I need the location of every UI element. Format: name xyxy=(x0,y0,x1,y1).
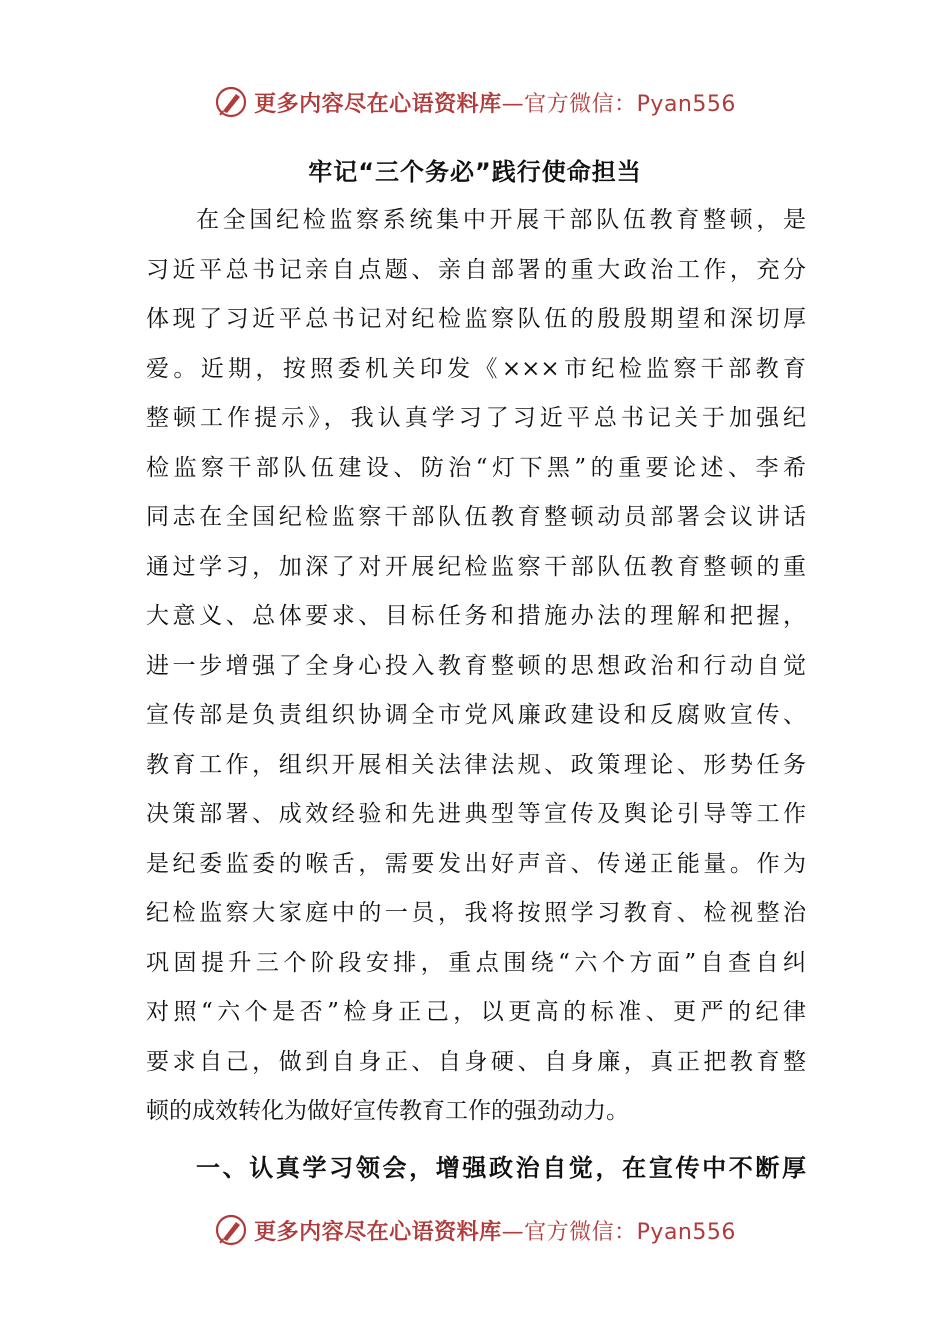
paragraph-line: 体现了习近平总书记对纪检监察队伍的殷殷期望和深切厚 xyxy=(146,306,806,332)
quill-pen-logo-icon xyxy=(214,1213,248,1247)
watermark-site-name: 更多内容尽在心语资料库 xyxy=(254,91,502,117)
paragraph-line: 要求自己，做到自身正、自身硬、自身廉，真正把教育整 xyxy=(146,1048,806,1075)
watermark-text xyxy=(254,1215,736,1246)
paragraph-line: 检监察干部队伍建设、防治“灯下黑”的重要论述、李希 xyxy=(146,454,806,481)
paragraph-line: 大意义、总体要求、目标任务和措施办法的理解和把握， xyxy=(146,603,806,629)
paragraph-line: 进一步增强了全身心投入教育整顿的思想政治和行动自觉 xyxy=(146,652,806,679)
footer-watermark-banner xyxy=(0,1210,950,1250)
paragraph-line: 纪检监察大家庭中的一员，我将按照学习教育、检视整治 xyxy=(146,900,806,926)
body-paragraph xyxy=(146,196,806,1137)
paragraph-line: 习近平总书记亲自点题、亲自部署的重大政治工作，充分 xyxy=(146,256,806,283)
paragraph-line: 巩固提升三个阶段安排，重点围绕“六个方面”自查自纠 xyxy=(146,949,806,976)
section-heading: 一、认真学习领会，增强政治自觉，在宣传中不断厚 xyxy=(196,1154,806,1182)
paragraph-line: 对照“六个是否”检身正己，以更高的标准、更严的纪律 xyxy=(146,999,806,1025)
paragraph-line: 整顿工作提示》，我认真学习了习近平总书记关于加强纪 xyxy=(146,405,806,431)
watermark-account: —官方微信：Pyan556 xyxy=(501,1219,736,1245)
paragraph-line: 爱。近期，按照委机关印发《×××市纪检监察干部教育 xyxy=(146,355,806,382)
watermark-account: —官方微信：Pyan556 xyxy=(501,91,736,117)
paragraph-line: 同志在全国纪检监察干部队伍教育整顿动员部署会议讲话 xyxy=(146,504,806,530)
document-title: 牢记“三个务必”践行使命担当 xyxy=(308,158,642,186)
header-watermark-banner xyxy=(0,82,950,122)
paragraph-line: 教育工作，组织开展相关法律法规、政策理论、形势任务 xyxy=(146,751,806,778)
paragraph-line: 在全国纪检监察系统集中开展干部队伍教育整顿，是 xyxy=(196,207,806,233)
quill-pen-logo-icon xyxy=(214,85,248,119)
paragraph-line: 决策部署、成效经验和先进典型等宣传及舆论引导等工作 xyxy=(146,801,806,827)
watermark-site-name: 更多内容尽在心语资料库 xyxy=(254,1219,502,1245)
paragraph-line: 宣传部是负责组织协调全市党风廉政建设和反腐败宣传、 xyxy=(146,702,806,728)
watermark-text xyxy=(254,87,736,118)
paragraph-line: 通过学习，加深了对开展纪检监察干部队伍教育整顿的重 xyxy=(146,553,806,580)
paragraph-line: 是纪委监委的喉舌，需要发出好声音、传递正能量。作为 xyxy=(146,850,806,877)
paragraph-line: 顿的成效转化为做好宣传教育工作的强劲动力。 xyxy=(146,1098,629,1124)
